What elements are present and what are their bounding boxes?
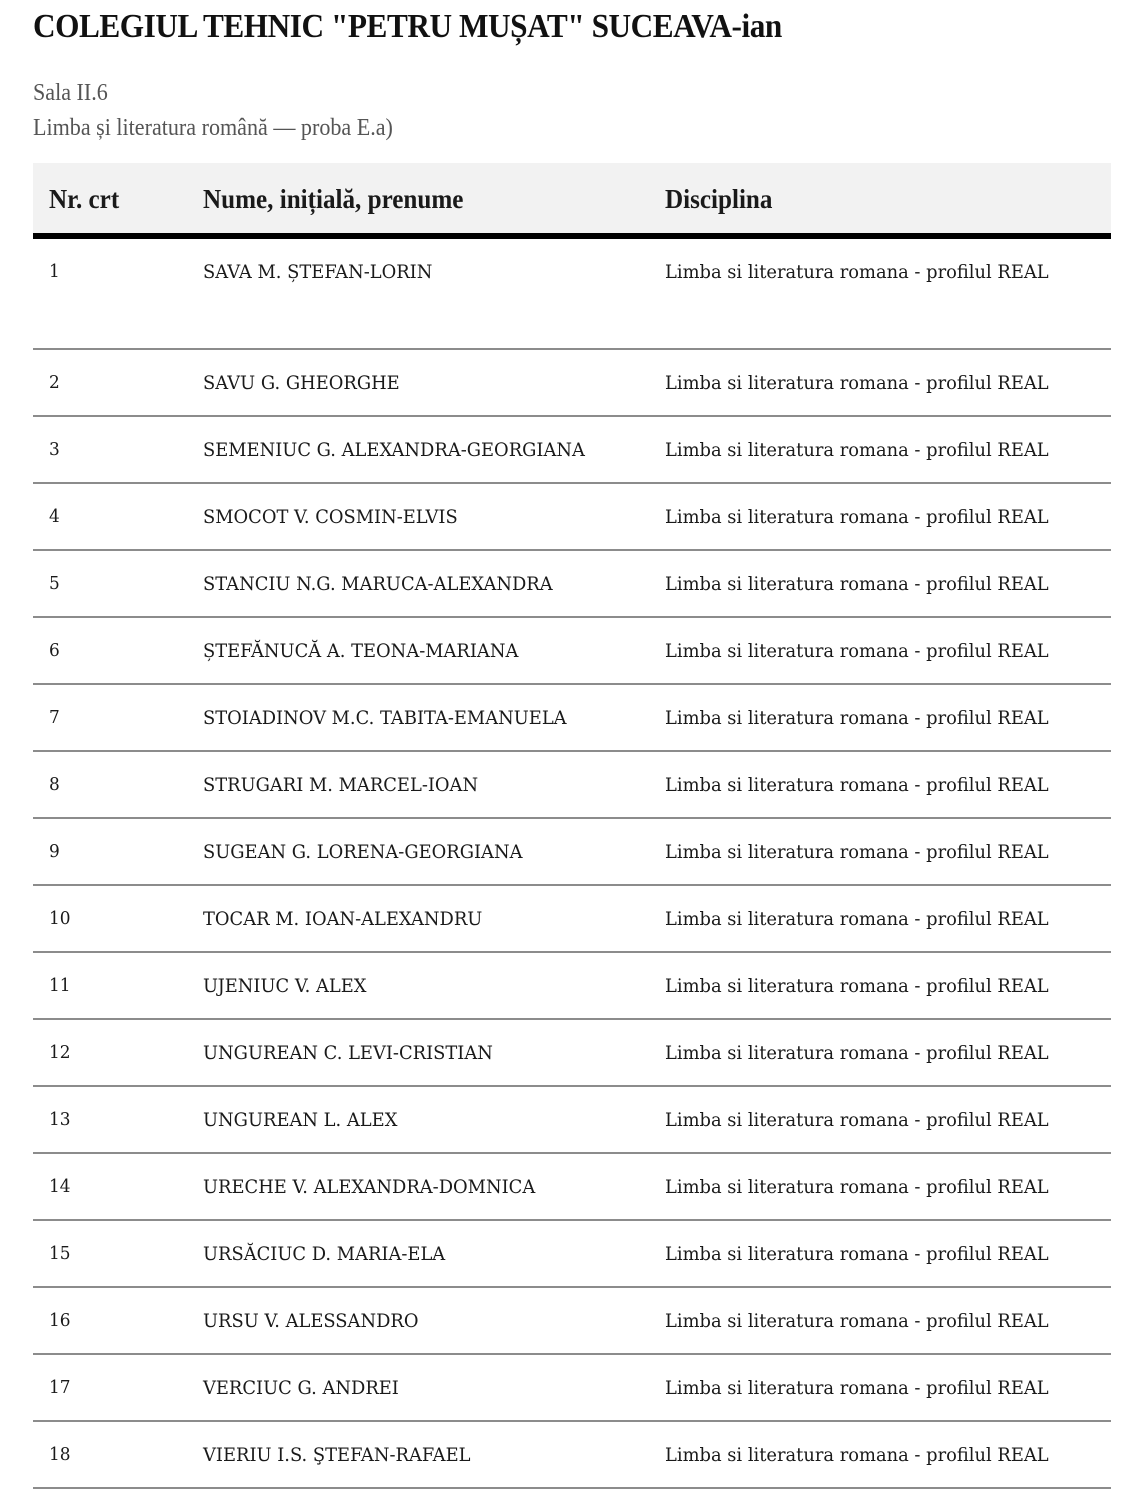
table-row	[33, 551, 1111, 618]
candidate-name: STANCIU N.G. MARUCA-ALEXANDRA	[203, 573, 553, 595]
candidate-name: URECHE V. ALEXANDRA-DOMNICA	[203, 1176, 536, 1198]
discipline: Limba si literatura romana - profilul REAL	[665, 1243, 1049, 1265]
column-header-name: Nume, inițială, prenume	[203, 184, 464, 214]
row-number: 10	[49, 908, 71, 929]
candidate-name: VERCIUC G. ANDREI	[203, 1377, 399, 1399]
discipline: Limba si literatura romana - profilul REAL	[665, 1176, 1049, 1198]
table-row	[33, 1020, 1111, 1087]
candidate-name: SAVU G. GHEORGHE	[203, 372, 400, 394]
discipline: Limba si literatura romana - profilul REAL	[665, 707, 1049, 729]
candidate-name: ȘTEFĂNUCĂ A. TEONA-MARIANA	[203, 640, 519, 662]
table-row	[33, 819, 1111, 886]
table-row	[33, 417, 1111, 484]
exam-label: Limba și literatura română — proba E.a)	[33, 115, 393, 141]
candidate-name: SUGEAN G. LORENA-GEORGIANA	[203, 841, 523, 863]
candidate-name: STOIADINOV M.C. TABITA-EMANUELA	[203, 707, 567, 729]
column-header-nr: Nr. crt	[49, 184, 120, 214]
candidate-name: UJENIUC V. ALEX	[203, 975, 367, 997]
table-row	[33, 1154, 1111, 1221]
table-row	[33, 752, 1111, 819]
discipline: Limba si literatura romana - profilul REAL	[665, 640, 1049, 662]
row-number: 12	[49, 1042, 71, 1063]
candidate-name: UNGUREAN C. LEVI-CRISTIAN	[203, 1042, 493, 1064]
table-row	[33, 1221, 1111, 1288]
row-number: 13	[49, 1109, 71, 1130]
table-row	[33, 886, 1111, 953]
candidate-name: UNGUREAN L. ALEX	[203, 1109, 398, 1131]
row-number: 2	[49, 372, 60, 393]
row-number: 17	[49, 1377, 71, 1398]
candidate-name: STRUGARI M. MARCEL-IOAN	[203, 774, 479, 796]
row-number: 16	[49, 1310, 71, 1331]
row-number: 14	[49, 1176, 71, 1197]
discipline: Limba si literatura romana - profilul REAL	[665, 975, 1049, 997]
row-number: 8	[49, 774, 60, 795]
discipline: Limba si literatura romana - profilul REAL	[665, 439, 1049, 461]
table-row	[33, 1355, 1111, 1422]
row-number: 4	[49, 506, 60, 527]
row-number: 11	[49, 975, 71, 996]
row-number: 7	[49, 707, 60, 728]
table-row	[33, 484, 1111, 551]
discipline: Limba si literatura romana - profilul REAL	[665, 372, 1049, 394]
row-number: 3	[49, 439, 60, 460]
discipline: Limba si literatura romana - profilul REAL	[665, 506, 1049, 528]
page-title: COLEGIUL TEHNIC "PETRU MUȘAT" SUCEAVA-ian	[33, 8, 782, 45]
table-row	[33, 618, 1111, 685]
candidate-name: SAVA M. ȘTEFAN-LORIN	[203, 261, 433, 283]
discipline: Limba si literatura romana - profilul REAL	[665, 261, 1049, 283]
discipline: Limba si literatura romana - profilul REAL	[665, 1310, 1049, 1332]
table-row	[33, 1087, 1111, 1154]
room-label: Sala II.6	[33, 80, 108, 106]
table-row	[33, 685, 1111, 752]
discipline: Limba si literatura romana - profilul REAL	[665, 774, 1049, 796]
table-row	[33, 350, 1111, 417]
discipline: Limba si literatura romana - profilul REAL	[665, 1042, 1049, 1064]
table-header	[33, 163, 1111, 239]
table-row	[33, 239, 1111, 350]
table-body	[33, 239, 1111, 1489]
table-row	[33, 953, 1111, 1020]
candidate-name: URSU V. ALESSANDRO	[203, 1310, 419, 1332]
table-row	[33, 1288, 1111, 1355]
candidate-name: SMOCOT V. COSMIN-ELVIS	[203, 506, 458, 528]
row-number: 1	[49, 261, 60, 282]
discipline: Limba si literatura romana - profilul REAL	[665, 908, 1049, 930]
candidate-name: SEMENIUC G. ALEXANDRA-GEORGIANA	[203, 439, 585, 461]
discipline: Limba si literatura romana - profilul REAL	[665, 841, 1049, 863]
candidate-name: URSĂCIUC D. MARIA-ELA	[203, 1243, 446, 1265]
row-number: 9	[49, 841, 60, 862]
row-number: 15	[49, 1243, 71, 1264]
discipline: Limba si literatura romana - profilul REAL	[665, 1444, 1049, 1466]
column-header-discipline: Disciplina	[665, 184, 773, 214]
row-number: 5	[49, 573, 60, 594]
discipline: Limba si literatura romana - profilul REAL	[665, 573, 1049, 595]
candidate-name: TOCAR M. IOAN-ALEXANDRU	[203, 908, 483, 930]
discipline: Limba si literatura romana - profilul REAL	[665, 1377, 1049, 1399]
row-number: 18	[49, 1444, 71, 1465]
row-number: 6	[49, 640, 60, 661]
candidates-table	[33, 163, 1111, 1489]
discipline: Limba si literatura romana - profilul REAL	[665, 1109, 1049, 1131]
candidate-name: VIERIU I.S. ŞTEFAN-RAFAEL	[203, 1444, 471, 1466]
table-row	[33, 1422, 1111, 1489]
